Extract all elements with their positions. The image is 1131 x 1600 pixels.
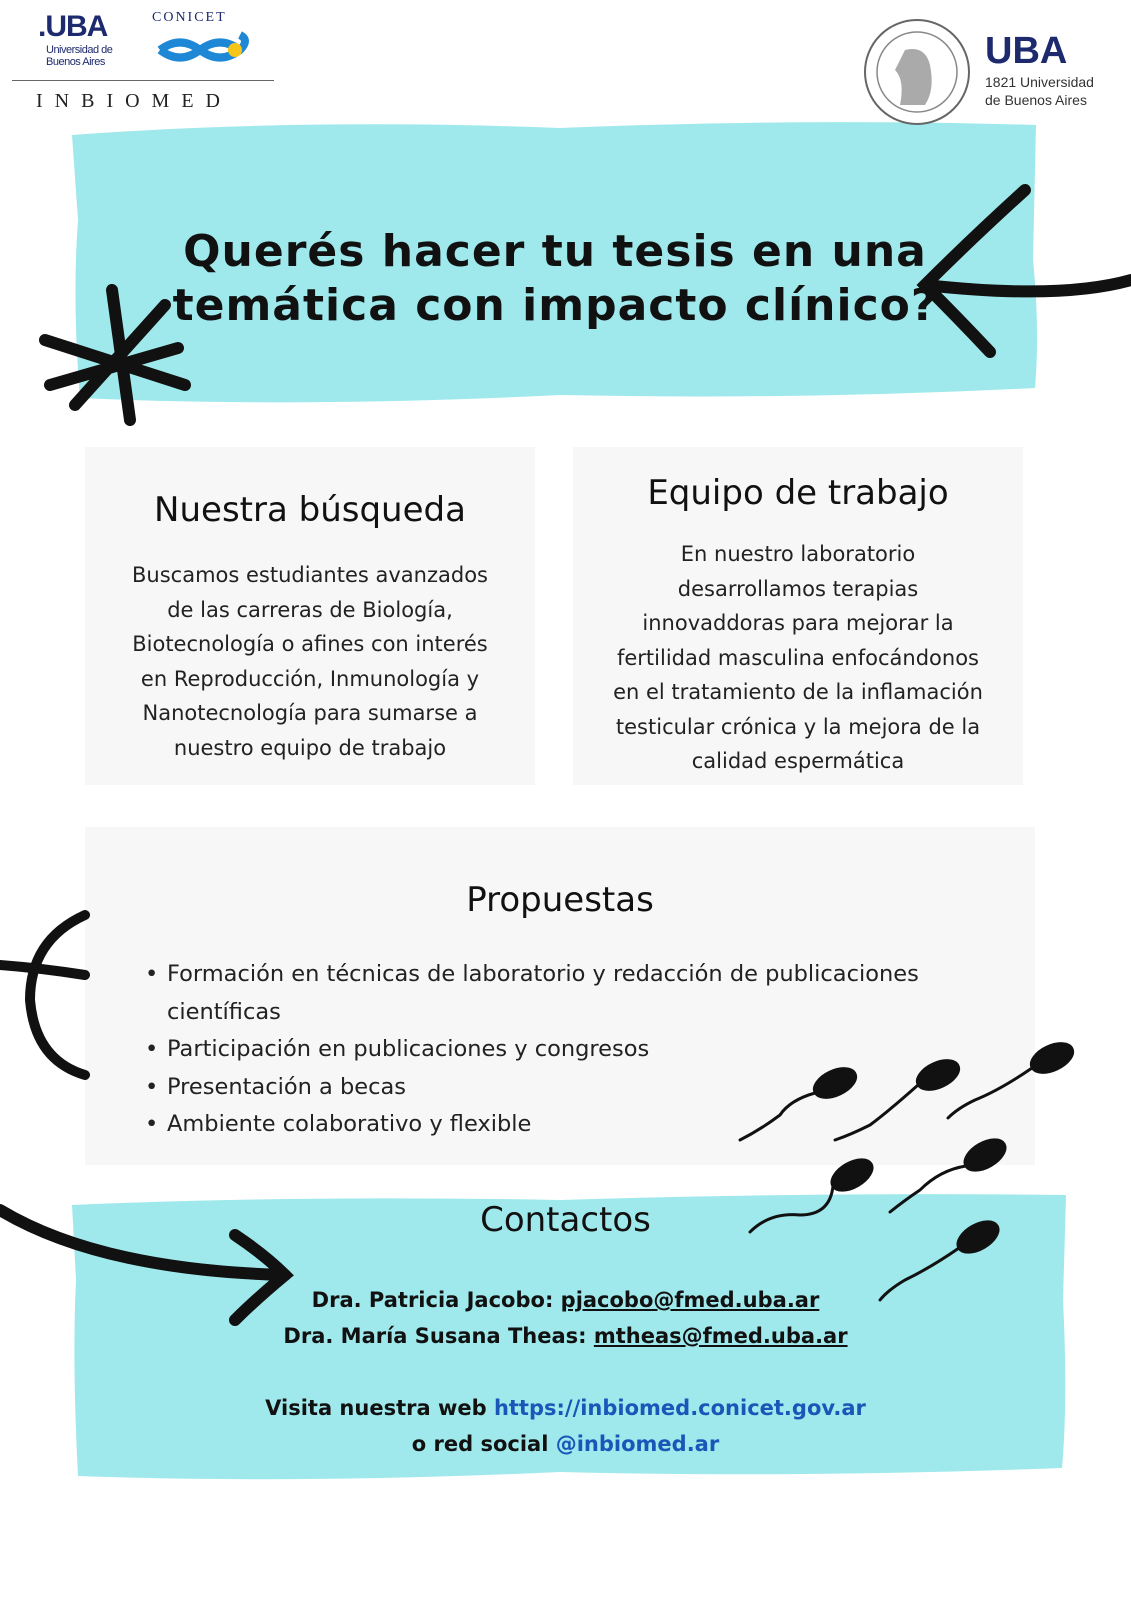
uba-logo-name: .UBA: [38, 10, 108, 43]
web-link[interactable]: https://inbiomed.conicet.gov.ar: [493, 1396, 866, 1420]
equipo-line: innovaddoras para mejorar la: [642, 611, 954, 635]
curved-arrow-icon: [0, 915, 85, 1075]
equipo-heading: Equipo de trabajo: [647, 473, 949, 513]
uba-logo-line1: Universidad de: [46, 44, 113, 56]
uba-logo-right-line1: 1821 Universidad: [985, 74, 1094, 90]
equipo-line: desarrollamos terapias: [677, 576, 919, 601]
contact-row: [0, 1282, 1131, 1318]
equipo-line: testicular crónica y la mejora de la: [615, 714, 981, 739]
busqueda-line: en Reproducción, Inmunología y: [140, 666, 480, 691]
busqueda-section: [85, 490, 535, 765]
list-item: • Ambiente colaborativo y flexible: [145, 1106, 945, 1144]
busqueda-line: Biotecnología o afines con interés: [132, 632, 488, 656]
contact-name: Dra. María Susana Theas:: [283, 1324, 587, 1348]
conicet-logo-text: CONICET: [152, 10, 227, 25]
title-line-1: Querés hacer tu tesis en una: [183, 226, 927, 277]
conicet-sun-icon: [228, 43, 242, 57]
uba-logo-right-line2: de Buenos Aires: [985, 92, 1087, 108]
busqueda-line: de las carreras de Biología,: [167, 597, 453, 622]
inbiomed-logo-text: INBIOMED: [36, 90, 232, 112]
equipo-line: En nuestro laboratorio: [680, 542, 916, 566]
list-item: • Formación en técnicas de laboratorio y redacción de publicaciones científicas: [145, 956, 945, 1031]
propuestas-list: [145, 956, 945, 1144]
busqueda-line: nuestro equipo de trabajo: [173, 735, 447, 760]
equipo-section: [573, 473, 1023, 779]
social-label: o red social: [411, 1432, 549, 1456]
social-row: [0, 1426, 1131, 1462]
list-item: • Participación en publicaciones y congresos: [145, 1031, 945, 1069]
uba-seal-icon: [865, 20, 969, 124]
contact-email-link[interactable]: pjacobo@fmed.uba.ar: [560, 1288, 820, 1312]
equipo-line: fertilidad masculina enfocándonos: [616, 645, 979, 670]
busqueda-line: Buscamos estudiantes avanzados: [132, 563, 488, 587]
propuestas-heading: Propuestas: [466, 880, 654, 920]
social-link[interactable]: @inbiomed.ar: [555, 1432, 720, 1456]
equipo-line: en el tratamiento de la inflamación: [613, 680, 983, 704]
logo-divider: [12, 80, 274, 81]
busqueda-heading: Nuestra búsqueda: [154, 490, 466, 530]
web-label: Visita nuestra web: [265, 1396, 487, 1420]
uba-logo-right: [985, 30, 1094, 109]
uba-logo-line2: Buenos Aires: [46, 56, 105, 68]
contact-name: Dra. Patricia Jacobo:: [311, 1288, 554, 1312]
busqueda-line: Nanotecnología para sumarse a: [142, 701, 478, 725]
uba-logo-right-name: UBA: [985, 30, 1068, 72]
contactos-section: [0, 1200, 1131, 1240]
page-title: [120, 225, 990, 333]
list-item: • Presentación a becas: [145, 1069, 945, 1107]
equipo-line: calidad espermática: [691, 749, 905, 773]
contact-row: [0, 1318, 1131, 1354]
web-row: [0, 1390, 1131, 1426]
contactos-heading: Contactos: [480, 1200, 651, 1240]
uba-logo-left: [38, 10, 112, 68]
contact-email-link[interactable]: mtheas@fmed.uba.ar: [593, 1324, 848, 1348]
propuestas-section: [85, 880, 1035, 920]
contact-list: [0, 1282, 1131, 1462]
title-line-2: temática con impacto clínico?: [172, 280, 938, 331]
